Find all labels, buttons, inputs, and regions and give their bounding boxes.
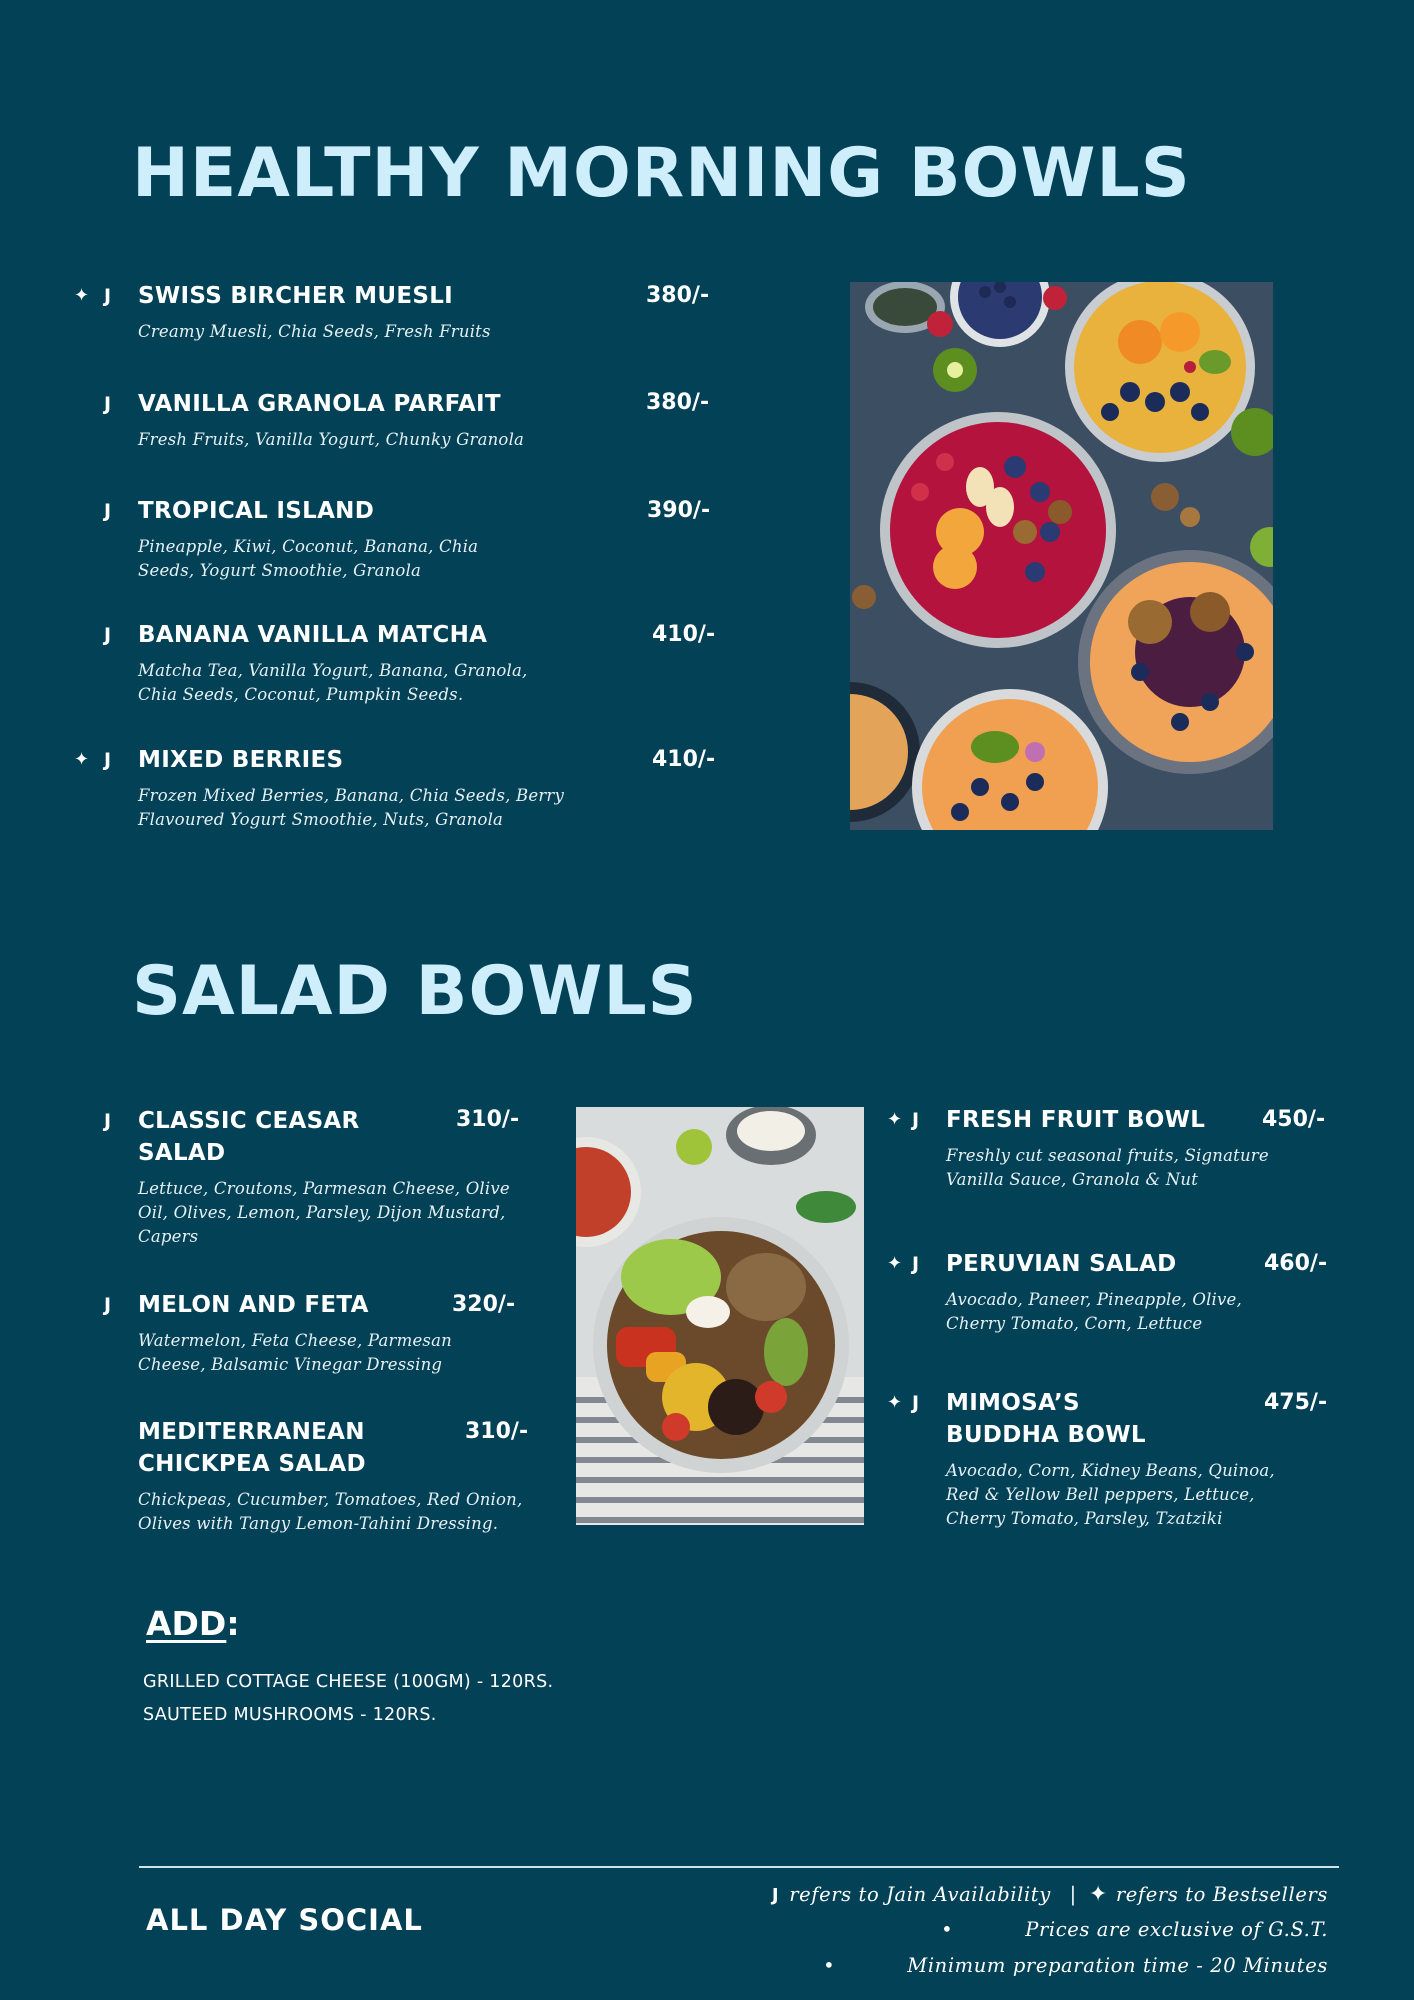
item-price: 310/-: [456, 1107, 520, 1132]
bestseller-star-icon: ✦: [1088, 1882, 1108, 1907]
item-description: Freshly cut seasonal fruits, Signature Vanilla Sauce, Granola & Nut: [946, 1146, 1269, 1189]
salad-bowl-photo: [576, 1107, 864, 1525]
item-price: 310/-: [465, 1419, 529, 1444]
jain-icon: J: [912, 1109, 920, 1131]
item-price: 380/-: [646, 283, 710, 308]
item-price: 475/-: [1264, 1390, 1328, 1415]
item-description: Avocado, Paneer, Pineapple, Olive, Cherry Tomato, Corn, Lettuce: [946, 1290, 1242, 1333]
legend-note: [772, 1882, 1328, 1907]
bullet-icon: •: [823, 1954, 836, 1977]
item-name: FRESH FRUIT BOWL: [946, 1107, 1206, 1133]
bestseller-star-icon: ✦: [74, 285, 90, 306]
add-ons-title-colon: :: [226, 1604, 240, 1643]
item-price: 460/-: [1264, 1251, 1328, 1276]
jain-icon: J: [771, 1885, 780, 1906]
smoothie-bowls-photo: [850, 282, 1273, 830]
item-price: 390/-: [647, 498, 711, 523]
item-price: 410/-: [652, 747, 716, 772]
item-name: MEDITERRANEAN CHICKPEA SALAD: [138, 1419, 366, 1477]
salad-bowl-illustration: [576, 1107, 864, 1525]
item-description: Avocado, Corn, Kidney Beans, Quinoa, Red & Yellow Bell peppers, Lettuce, Cherry Tomato, Parsley, Tzatziki: [946, 1461, 1275, 1528]
salad-section-title: SALAD BOWLS: [132, 952, 698, 1031]
bestseller-star-icon: ✦: [887, 1392, 903, 1413]
item-price: 380/-: [646, 390, 710, 415]
jain-icon: J: [912, 1253, 920, 1275]
jain-icon: J: [912, 1392, 920, 1414]
smoothie-bowls-illustration: [850, 282, 1273, 830]
item-name: MIXED BERRIES: [138, 747, 344, 773]
jain-icon: J: [104, 285, 112, 307]
item-description: Lettuce, Croutons, Parmesan Cheese, Olive Oil, Olives, Lemon, Parsley, Dijon Mustard, Capers: [138, 1179, 510, 1246]
item-description: Fresh Fruits, Vanilla Yogurt, Chunky Granola: [138, 430, 525, 449]
add-ons-title: [146, 1604, 240, 1643]
item-description: Matcha Tea, Vanilla Yogurt, Banana, Granola, Chia Seeds, Coconut, Pumpkin Seeds.: [138, 661, 528, 704]
legend-separator: |: [1069, 1883, 1077, 1906]
item-description: Creamy Muesli, Chia Seeds, Fresh Fruits: [138, 322, 491, 341]
bestseller-star-icon: ✦: [74, 749, 90, 770]
bestseller-star-icon: ✦: [887, 1109, 903, 1130]
item-name: PERUVIAN SALAD: [946, 1251, 1177, 1277]
item-name: MIMOSA’S BUDDHA BOWL: [946, 1390, 1146, 1448]
prep-time-note: [823, 1954, 1328, 1977]
menu-item-banana-vanilla-matcha: [138, 619, 718, 707]
jain-legend-text: refers to Jain Availability: [789, 1883, 1051, 1906]
item-name: BANANA VANILLA MATCHA: [138, 622, 488, 648]
item-name: VANILLA GRANOLA PARFAIT: [138, 391, 501, 417]
bestseller-star-icon: ✦: [887, 1253, 903, 1274]
jain-icon: J: [104, 1294, 112, 1316]
item-description: Pineapple, Kiwi, Coconut, Banana, Chia Seeds, Yogurt Smoothie, Granola: [138, 537, 479, 580]
jain-icon: J: [104, 749, 112, 771]
footer-divider: [139, 1866, 1339, 1868]
breakfast-section-title: HEALTHY MORNING BOWLS: [132, 134, 1191, 213]
item-price: 320/-: [452, 1292, 516, 1317]
item-price: 410/-: [652, 622, 716, 647]
add-ons-title-text: ADD: [146, 1604, 227, 1643]
menu-item-vanilla-granola-parfait: [138, 388, 718, 452]
prep-time-note-text: Minimum preparation time - 20 Minutes: [907, 1954, 1328, 1977]
add-on-item: GRILLED COTTAGE CHEESE (100GM) - 120RS.: [143, 1672, 554, 1692]
add-on-item: SAUTEED MUSHROOMS - 120RS.: [143, 1705, 437, 1725]
gst-note: [941, 1918, 1328, 1941]
item-name: SWISS BIRCHER MUESLI: [138, 283, 454, 309]
bestseller-legend-text: refers to Bestsellers: [1115, 1883, 1328, 1906]
jain-icon: J: [104, 1110, 112, 1132]
item-price: 450/-: [1262, 1107, 1326, 1132]
brand-name: ALL DAY SOCIAL: [146, 1903, 423, 1937]
gst-note-text: Prices are exclusive of G.S.T.: [1025, 1918, 1328, 1941]
jain-icon: J: [104, 500, 112, 522]
bullet-icon: •: [941, 1918, 954, 1941]
item-description: Watermelon, Feta Cheese, Parmesan Cheese, Balsamic Vinegar Dressing: [138, 1331, 452, 1374]
item-name: MELON AND FETA: [138, 1292, 369, 1318]
jain-icon: J: [104, 393, 112, 415]
menu-item-mixed-berries: [138, 744, 718, 832]
item-description: Frozen Mixed Berries, Banana, Chia Seeds, Berry Flavoured Yogurt Smoothie, Nuts, Granola: [138, 786, 565, 829]
jain-icon: J: [104, 624, 112, 646]
menu-item-tropical-island: [138, 495, 718, 583]
menu-item-swiss-bircher-muesli: [138, 280, 718, 344]
item-description: Chickpeas, Cucumber, Tomatoes, Red Onion, Olives with Tangy Lemon-Tahini Dressing.: [138, 1490, 523, 1533]
item-name: TROPICAL ISLAND: [138, 498, 375, 524]
item-name: CLASSIC CEASAR SALAD: [138, 1108, 360, 1166]
